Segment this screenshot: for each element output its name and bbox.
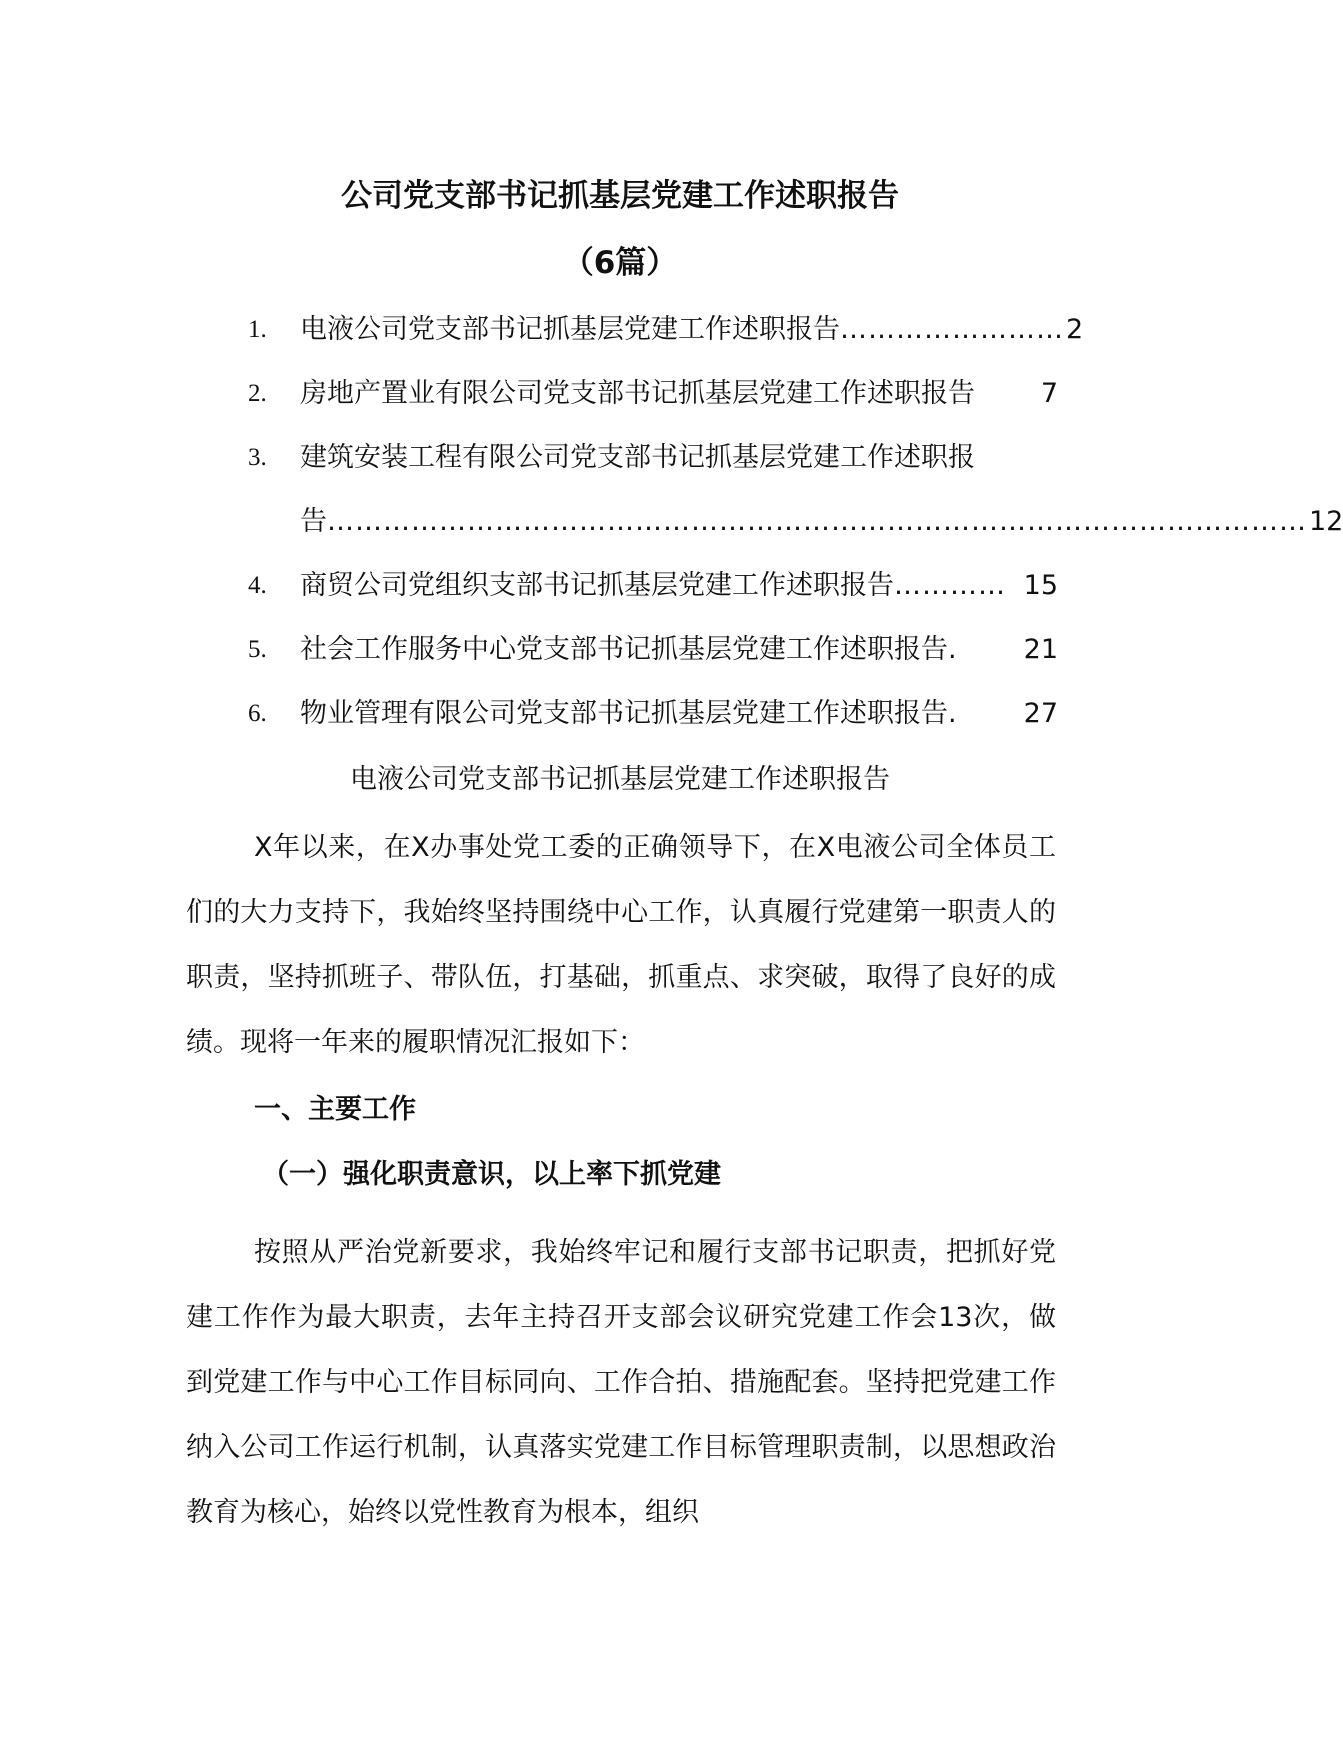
section-heading: 一、主要工作 bbox=[254, 1094, 416, 1125]
toc-entry-3-continued[interactable] bbox=[248, 502, 1343, 542]
document-title: 公司党支部书记抓基层党建工作述职报告 bbox=[341, 178, 899, 214]
toc-entry-6[interactable] bbox=[248, 694, 1058, 734]
article-title: 电液公司党支部书记抓基层党建工作述职报告 bbox=[350, 764, 890, 795]
toc-entry-3[interactable] bbox=[248, 438, 1058, 478]
toc-title: 社会工作服务中心党支部书记抓基层党建工作述职报告 bbox=[300, 634, 948, 665]
toc-number: 5. bbox=[248, 636, 267, 663]
toc-number: 6. bbox=[248, 700, 267, 727]
toc-page-number: 12 bbox=[1309, 506, 1343, 537]
subsection-heading: （一）强化职责意识，以上率下抓党建 bbox=[262, 1159, 721, 1190]
toc-leader: …………………………………………………………………………………………… bbox=[327, 506, 1307, 537]
toc-number: 3. bbox=[248, 444, 267, 471]
toc-page-number: 2 bbox=[1066, 314, 1084, 345]
toc-entry-4[interactable] bbox=[248, 566, 1058, 606]
toc-leader: ………… bbox=[894, 570, 1006, 601]
toc-title-continued: 告 bbox=[300, 506, 327, 537]
toc-page-number: 7 bbox=[1040, 378, 1058, 409]
toc-entry-1[interactable] bbox=[248, 310, 1084, 350]
toc-entry-5[interactable] bbox=[248, 630, 1058, 670]
toc-number: 4. bbox=[248, 572, 267, 599]
toc-title: 房地产置业有限公司党支部书记抓基层党建工作述职报告 bbox=[300, 378, 975, 409]
intro-paragraph: X年以来，在X办事处党工委的正确领导下，在X电液公司全体员工们的大力支持下，我始终坚持围绕中心工作，认真履行党建第一职责人的职责，坚持抓班子、带队伍，打基础，抓重点、求突破，取得了良好的成绩。现将一年来的履职情况汇报如下： bbox=[186, 832, 1056, 1058]
toc-number: 1. bbox=[248, 316, 267, 343]
toc-number: 2. bbox=[248, 380, 267, 407]
toc-title: 物业管理有限公司党支部书记抓基层党建工作述职报告 bbox=[300, 698, 948, 729]
toc-leader: . bbox=[948, 698, 958, 729]
toc-entry-2[interactable] bbox=[248, 374, 1058, 414]
toc-page-number: 21 bbox=[1023, 634, 1058, 665]
toc-title: 电液公司党支部书记抓基层党建工作述职报告 bbox=[300, 314, 840, 345]
toc-page-number: 15 bbox=[1023, 570, 1058, 601]
document-subtitle: （6篇） bbox=[562, 245, 678, 281]
toc-title: 商贸公司党组织支部书记抓基层党建工作述职报告 bbox=[300, 570, 894, 601]
toc-title: 建筑安装工程有限公司党支部书记抓基层党建工作述职报 bbox=[300, 442, 975, 473]
toc-leader: . bbox=[948, 634, 958, 665]
toc-leader: …………………… bbox=[840, 314, 1064, 345]
body-paragraph: 按照从严治党新要求，我始终牢记和履行支部书记职责，把抓好党建工作作为最大职责，去年主持召开支部会议研究党建工作会13次，做到党建工作与中心工作目标同向、工作合拍、措施配套。坚持把党建工作纳入公司工作运行机制，认真落实党建工作目标管理职责制，以思想政治教育为核心，始终以党性教育为根本，组织 bbox=[186, 1237, 1056, 1528]
toc-page-number: 27 bbox=[1023, 698, 1058, 729]
